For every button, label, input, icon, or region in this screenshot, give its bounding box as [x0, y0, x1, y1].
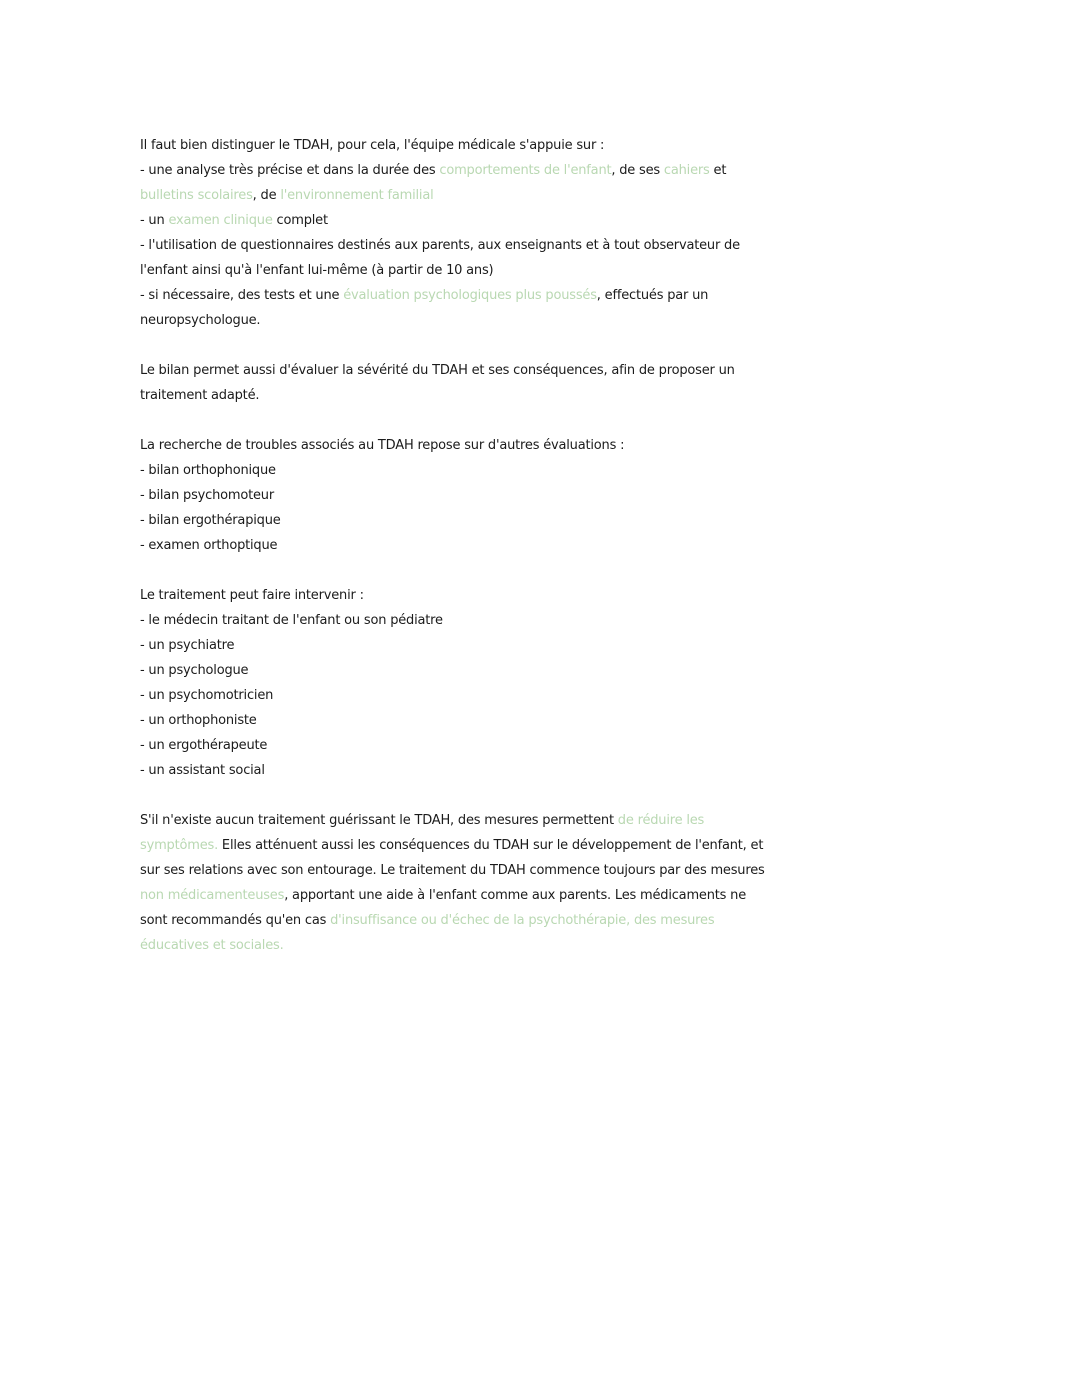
bullet-exam: - un examen clinique complet — [140, 213, 328, 228]
highlight-non-medicamenteuses: non médicamenteuses — [140, 888, 285, 903]
list-item: - un psychomotricien — [140, 688, 274, 703]
highlight-symptomes: symptômes. — [140, 838, 218, 853]
highlight-examen: examen clinique — [168, 213, 273, 228]
traitement-line-5: sont recommandés qu'en cas d'insuffisance ou d'échec de la psychothérapie, des mesures — [140, 913, 715, 928]
highlight-bulletins: bulletins scolaires — [140, 188, 253, 203]
list-item: - un psychiatre — [140, 638, 235, 653]
paragraph-traitement — [140, 808, 950, 958]
bullet-tests-cont: neuropsychologue. — [140, 313, 261, 328]
list-item: - bilan orthophonique — [140, 463, 276, 478]
intervenants-list — [140, 608, 950, 783]
highlight-reduire: de réduire les — [617, 813, 705, 828]
list-item: - examen orthoptique — [140, 538, 278, 553]
list-item: - bilan ergothérapique — [140, 513, 281, 528]
list-item: - un psychologue — [140, 663, 249, 678]
highlight-insuffisance: d'insuffisance ou d'échec de la psychothérapie, des mesures — [330, 913, 715, 928]
highlight-environnement: l'environnement familial — [280, 188, 434, 203]
list-item: - un assistant social — [140, 763, 265, 778]
list-item: - un orthophoniste — [140, 713, 257, 728]
highlight-comportements: comportements de l'enfant — [439, 163, 612, 178]
bullet-tests: - si nécessaire, des tests et une évaluation psychologiques plus poussés, effectués par un — [140, 288, 709, 303]
bullet-analysis: - une analyse très précise et dans la durée des comportements de l'enfant, de ses cahiers et — [140, 163, 727, 178]
traitement-line-4: non médicamenteuses, apportant une aide à l'enfant comme aux parents. Les médicaments ne — [140, 888, 746, 903]
traitement-line-2: symptômes. Elles atténuent aussi les conséquences du TDAH sur le développement de l'enfant, et — [140, 838, 764, 853]
list-item: - un ergothérapeute — [140, 738, 268, 753]
bilan-line-2: traitement adapté. — [140, 388, 260, 403]
paragraph-troubles — [140, 433, 950, 558]
paragraph-bilan — [140, 358, 950, 408]
document-page — [140, 133, 950, 983]
troubles-list — [140, 458, 950, 558]
paragraph-intro: Il faut bien distinguer le TDAH, pour cela, l'équipe médicale s'appuie sur : — [140, 138, 605, 153]
traitement-line-3: sur ses relations avec son entourage. Le traitement du TDAH commence toujours par des mesures — [140, 863, 765, 878]
traitement-line-1: S'il n'existe aucun traitement guérissant le TDAH, des mesures permettent de réduire les — [140, 813, 705, 828]
highlight-evaluation: évaluation psychologiques plus poussés — [343, 288, 597, 303]
bilan-line-1: Le bilan permet aussi d'évaluer la sévérité du TDAH et ses conséquences, afin de proposer un — [140, 363, 735, 378]
bullet-analysis-cont: bulletins scolaires, de l'environnement familial — [140, 188, 434, 203]
bullet-questionnaires: - l'utilisation de questionnaires destinés aux parents, aux enseignants et à tout observateur de — [140, 238, 740, 253]
traitement-line-6 — [140, 933, 950, 958]
paragraph-intervenants — [140, 583, 950, 783]
highlight-educatives: éducatives et sociales. — [140, 938, 284, 953]
highlight-cahiers: cahiers — [663, 163, 710, 178]
list-item: - bilan psychomoteur — [140, 488, 274, 503]
bullet-questionnaires-cont: l'enfant ainsi qu'à l'enfant lui-même (à partir de 10 ans) — [140, 263, 494, 278]
intervenants-intro: Le traitement peut faire intervenir : — [140, 588, 364, 603]
troubles-intro: La recherche de troubles associés au TDAH repose sur d'autres évaluations : — [140, 438, 625, 453]
paragraph-diagnosis — [140, 133, 950, 333]
list-item: - le médecin traitant de l'enfant ou son pédiatre — [140, 613, 443, 628]
